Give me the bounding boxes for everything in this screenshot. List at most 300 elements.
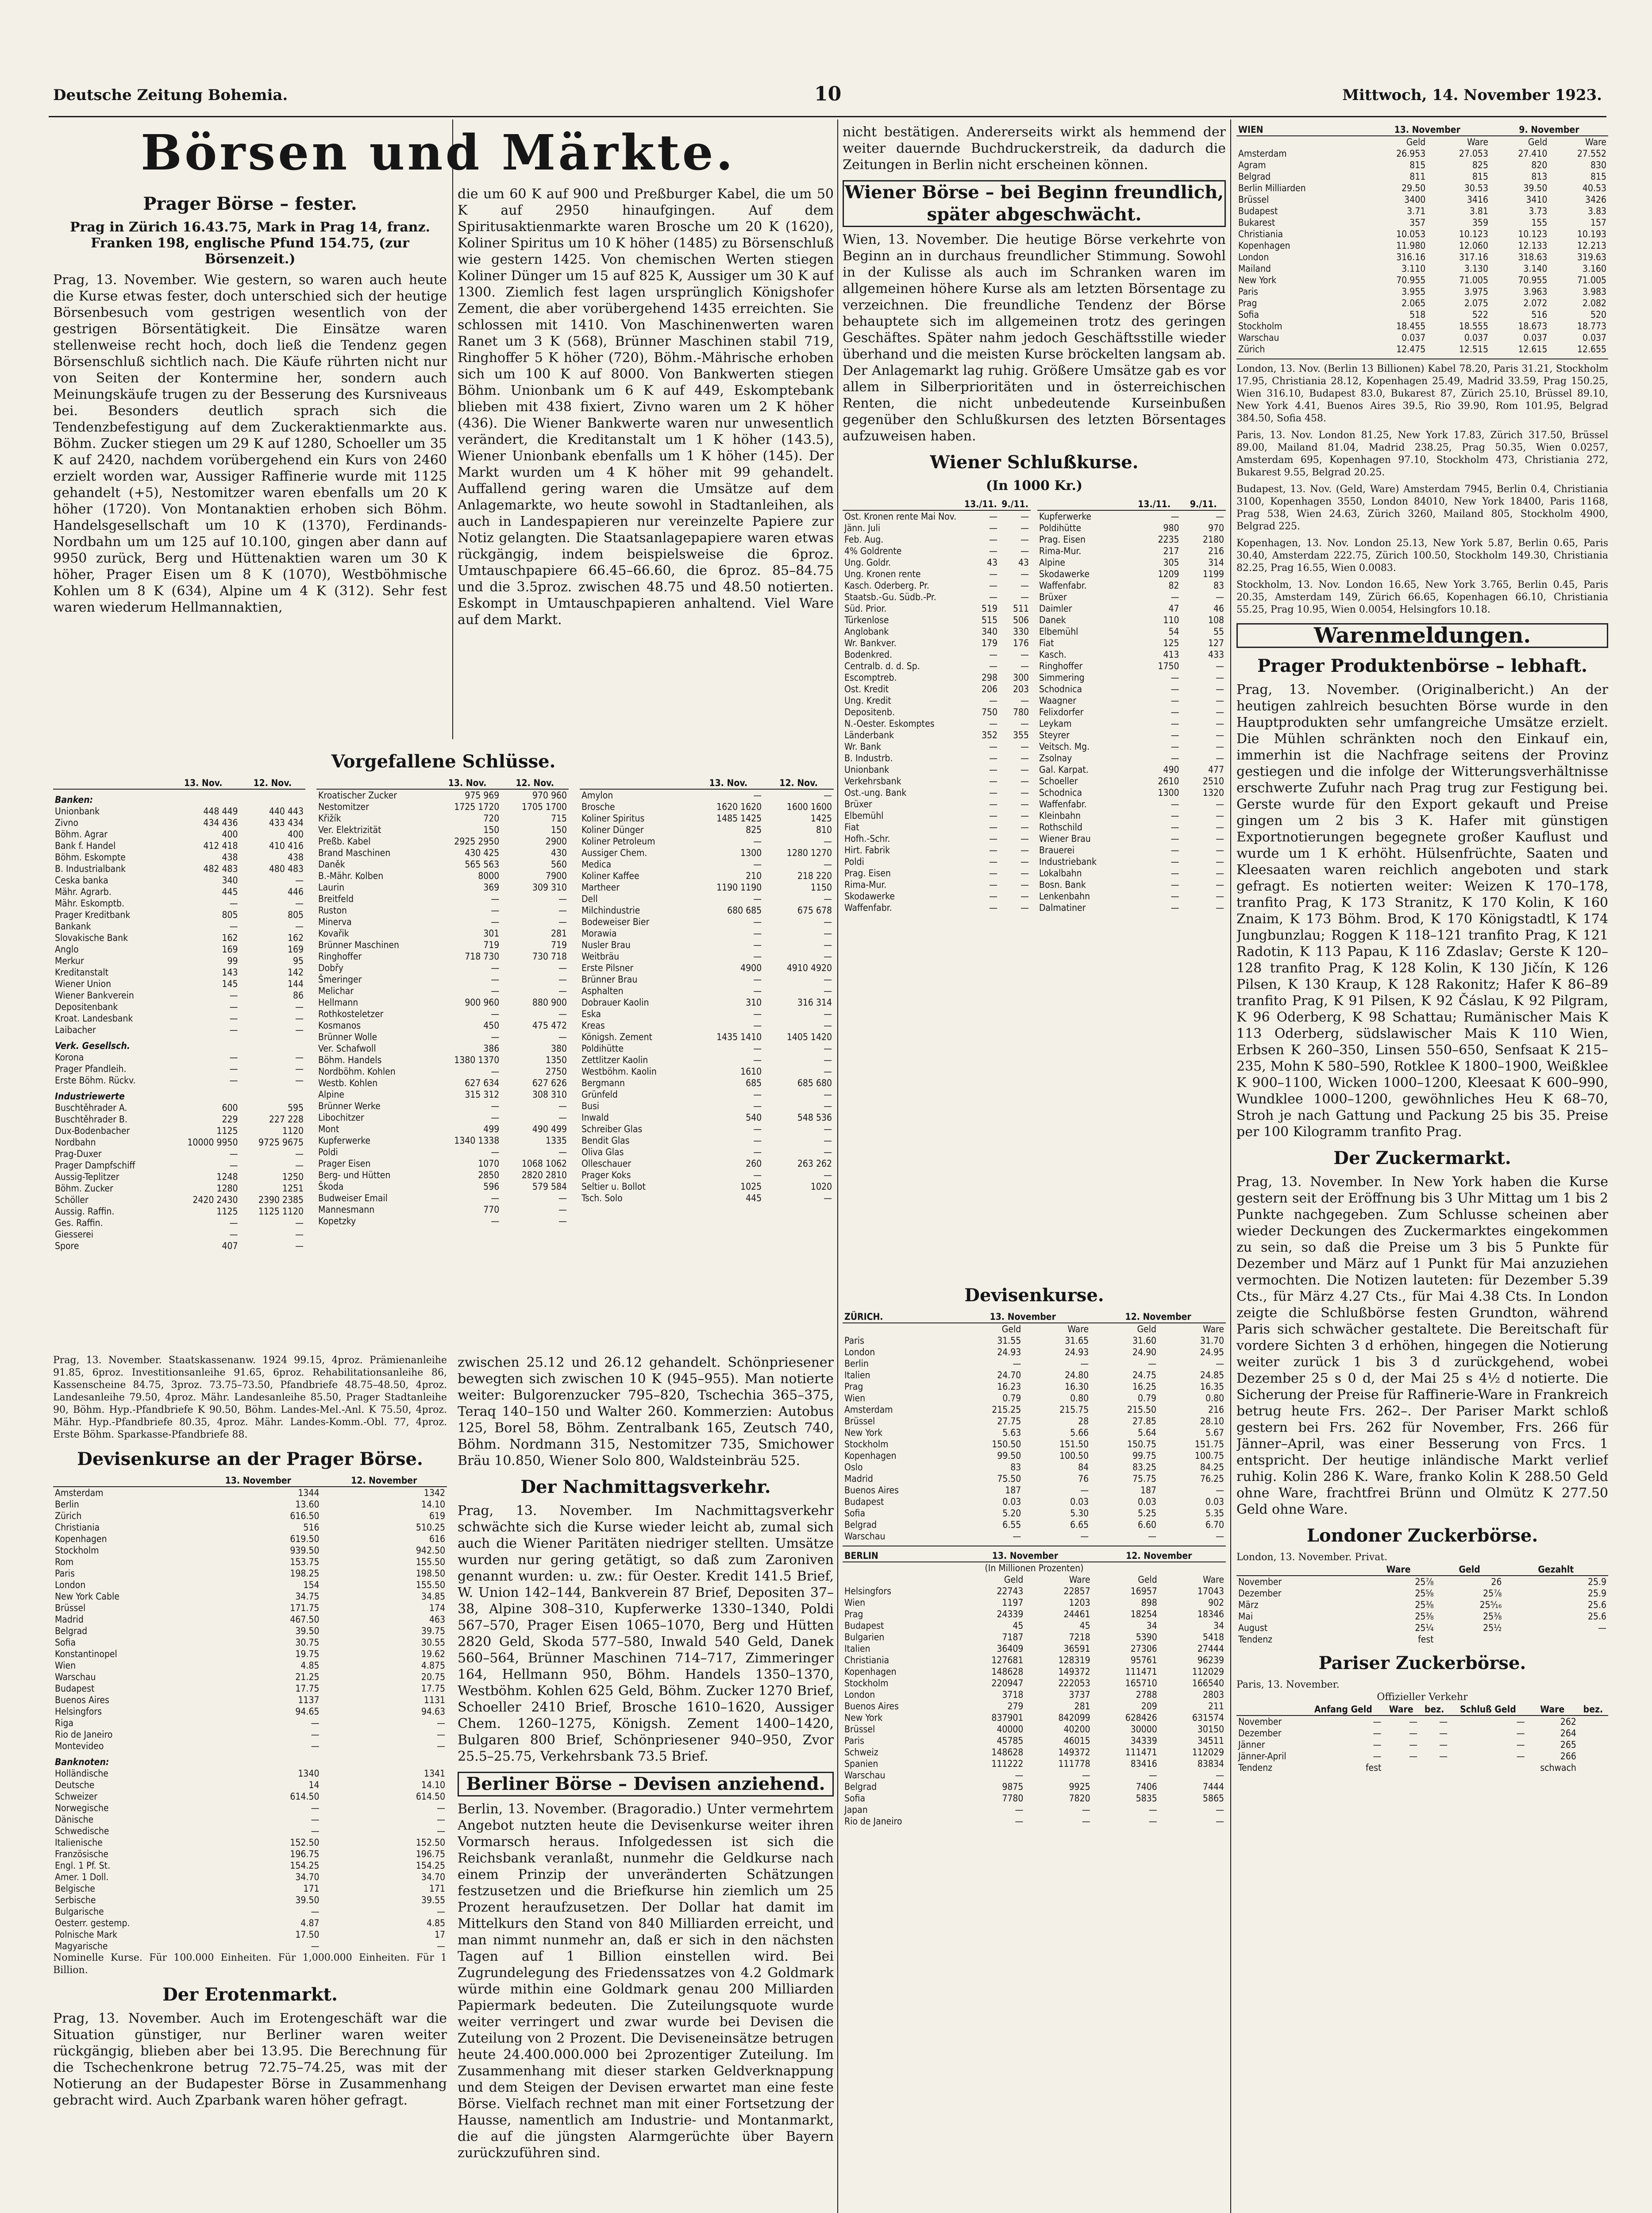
schlusskurs-row (843, 683, 1031, 695)
row-label: Elbemühl (1039, 626, 1078, 637)
schlusskurs-row (843, 729, 1031, 741)
row-label: Brünner Brau (581, 974, 638, 985)
row-value: — (229, 1229, 238, 1240)
row-value: — (1020, 569, 1029, 579)
schlusskurs-row (1037, 603, 1226, 614)
col2-text: die um 60 K auf 900 und Preßburger Kabel, die um 50 K auf 2950 hinaufgingen. Auf dem Spiritusaktienmarkte waren Brosche um 20 K (1620), Koliner Spiritus um 10 K höher (1485) zu Börsenschluß wie gestern 1425. Von chemischen Werten stiegen Koliner Dünger um 15 auf 825 K, Aussiger um 30 K auf 1300. Ziemlich fest lagen ursprünglich Königshofer Zement, die aber vorübergehend 1435 erreichten. Sie schlossen mit 1410. Von Maschinenwerten waren Ranet um 3 K (568), Brünner Maschinen stabil 719, Ringhoffer 5 K höher (720), Böhm.-Mährische erhoben sich um 100 K auf 8000. Von Bankwerten stiegen Böhm. Unionbank um 6 K auf 449, Eskomptebank blieben mit 438 fixiert, Zivno waren um 2 K höher (436). Die Wiener Bankwerte waren nur unwesentlich verändert, die Kreditanstalt um 1 K höher (143.5), Wiener Unionbank ebenfalls um 1 K höher (145). Der Markt wurden um 4 K höher mit 99 gehandelt. Auffallend gering waren die Umsätze auf dem Anlagemarkte, wo heute sowohl in Stadtanleihen, als auch in Landespapieren nur vereinzelte Papiere zur Notiz gelangten. Die Staatsanlagepapiere waren etwas rückgängig, indem beispielsweise die 6proz. Umtauschpapiere 66.45–66.60, die 6proz. 85–84.75 und die 3.5proz. zwischen 48.75 und 48.50 notierten. Eskompt in Umtauschpapieren anhaltend. Viel Ware auf dem Markt. (458, 186, 834, 628)
schlusskurs-row (843, 591, 1031, 603)
row-value: 100.50 (1059, 1450, 1089, 1461)
industrie-row (316, 1204, 569, 1215)
row-label: Prag-Duxer (55, 1149, 102, 1159)
row-value: 34 (1213, 1620, 1224, 1631)
row-label: Mont (318, 1124, 339, 1134)
row-value: — (1516, 1739, 1525, 1750)
row-label: Kupferwerke (1039, 511, 1092, 522)
row-label: Sofia (55, 1637, 76, 1648)
row-value: 111778 (1058, 1758, 1090, 1769)
row-value: 1068 1062 (521, 1158, 567, 1169)
row-value: — (491, 1193, 500, 1203)
row-value: — (1082, 1804, 1090, 1815)
row-label: Zivno (55, 817, 78, 828)
row-value: 111222 (991, 1758, 1024, 1769)
row-value: — (229, 990, 238, 1001)
row-label: Unionbank (55, 806, 100, 817)
paris-row (1236, 1716, 1608, 1727)
schlusskurs-row (1037, 764, 1226, 775)
row-value: — (1082, 1770, 1090, 1781)
row-label: Ceska banka (55, 875, 108, 886)
row-label: Schwedische (55, 1826, 109, 1836)
row-value: — (989, 810, 998, 821)
row-label: Brüxer (1039, 592, 1067, 602)
row-label: Koliner Dünger (581, 825, 644, 835)
row-label: Amsterdam (844, 1404, 893, 1415)
row-value: 215.50 (1127, 1404, 1157, 1415)
berlin-row (843, 1643, 1226, 1654)
industrie-row (316, 951, 569, 962)
industrie-row (53, 1160, 305, 1171)
main-title: Börsen und Märkte. (141, 124, 736, 181)
row-value: — (1373, 1716, 1382, 1727)
row-value: — (989, 799, 998, 810)
row-label: Kovařik (318, 928, 349, 939)
row-value: 298 (982, 672, 998, 683)
row-value: — (1216, 511, 1224, 522)
row-value: 7406 (1136, 1781, 1157, 1792)
row-value: 17043 (1197, 1586, 1224, 1596)
row-label: Belgische (55, 1883, 95, 1894)
row-label: Schodnica (1039, 684, 1082, 694)
column-rule-3 (1230, 120, 1231, 2213)
row-label: Poldi (318, 1147, 338, 1157)
schlusskurs-row (843, 568, 1031, 580)
row-label: Amylon (581, 790, 613, 801)
schlusskurs-row (1037, 591, 1226, 603)
row-value: — (558, 1147, 567, 1157)
row-value: 17.75 (421, 1683, 445, 1694)
row-value: — (824, 1020, 832, 1031)
row-label: Aussiger Chem. (581, 848, 647, 858)
row-value: 27.75 (997, 1416, 1021, 1426)
zurich-row (843, 1346, 1226, 1358)
row-label: Warschau (844, 1770, 886, 1781)
row-value: 4.875 (421, 1660, 445, 1671)
row-label: Paris (844, 1335, 864, 1346)
row-value: — (1439, 1739, 1448, 1750)
row-value: — (989, 753, 998, 763)
row-value: — (989, 833, 998, 844)
row-value: 17.75 (295, 1683, 320, 1694)
row-value: 2180 (1202, 534, 1224, 545)
stockholm-notes: Stockholm, 13. Nov. London 16.65, New York 3.765, Berlin 0.45, Paris 20.35, Amsterdam 149, Zürich 66.65, Kopenhagen 66.10, Christiania 55.25, Prag 10.95, Wien 0.0054, Helsingfors 10.18. (1236, 579, 1608, 615)
row-value: 1197 (1002, 1597, 1024, 1608)
row-value: 1620 1620 (716, 802, 762, 812)
chemie-row (580, 939, 834, 951)
row-label: Depositenbank (55, 1002, 118, 1012)
row-label: Berlin (55, 1499, 79, 1510)
row-value: 28.10 (1200, 1416, 1224, 1426)
nachmittag-text: Prag, 13. November. Im Nachmittagsverkehr schwächte sich die Kurse wieder leicht ab, zumal sich auch die Wiener Paritäten niedriger stellten. Umsätze wurden nur gering getätigt, so daß zum Zaroniven genannt wurden: u. zw.: für Oester. Kredit 141.5 Brief, W. Union 142–144, Bankverein 87 Brief, Depositen 37–38, Alpine 308–310, Kupferwerke 1330–1340, Poldi 567–570, Prager Eisen 1065–1070, Berg und Hütten 2820 Geld, Skoda 577–580, Inwald 540 Geld, Danek 560–564, Brünner Maschinen 714–717, Zimmeringer 164, Hellmann 950, Böhm. Handels 1350–1370, Westböhm. Kohlen 625 Geld, Böhm. Zucker 1270 Brief, Schoeller 2410 Brief, Brosche 1610–1620, Aussiger Chem. 1260–1275, Königsh. Zement 1400–1420, Bulgaren 800 Brief, Schönpriesener 940–950, Zvor 25.5–25.75, Verkehrsbank 73.5 Brief. (458, 1503, 834, 1764)
row-label: Ung. Kredit (844, 695, 891, 706)
devisen-row (53, 1637, 447, 1648)
row-value: 198.25 (290, 1568, 320, 1579)
row-value: 154.25 (290, 1860, 320, 1871)
row-value: — (1020, 592, 1029, 602)
schlusskurs-row (843, 741, 1031, 752)
row-value: 47 (1168, 603, 1179, 614)
industrie-row (316, 1089, 569, 1100)
row-value: 4.85 (426, 1918, 445, 1928)
industrie-row (53, 1240, 305, 1252)
devisen-row (53, 1568, 447, 1579)
row-label: Französische (55, 1849, 109, 1859)
row-value: — (1020, 580, 1029, 591)
row-value: 152.50 (290, 1837, 320, 1848)
col2-lower-text: zwischen 25.12 und 26.12 gehandelt. Schönpriesener bewegten sich zwischen 10 K (945–955). Man notierte weiter: Bulgorenzucker 795–820, Tschechia 365–375, Teraq 140–150 und Walter 260. Kommerzien: Autobus 125, Borel 58, Böhm. Zentralbank 165, Zeutsch 740, Böhm. Nordmann 315, Nestomitzer 735, Smichower Bräu 10.850, Wiener Solo 800, Waldsteinbräu 525. (458, 1355, 834, 1469)
row-value: 209 (1141, 1701, 1157, 1712)
column-2-lower (458, 1354, 834, 2213)
row-value: 355 (1013, 730, 1029, 740)
row-value: 2235 (1158, 534, 1179, 545)
row-label: Alpine (318, 1089, 345, 1100)
bank-row (53, 829, 305, 840)
row-value: 111471 (1125, 1747, 1157, 1758)
row-value: — (229, 1075, 238, 1086)
industrie-row (316, 882, 569, 893)
row-label: Süd. Prior. (844, 603, 887, 614)
wien-row (1236, 332, 1608, 343)
row-value: — (989, 845, 998, 856)
chemie-row (580, 824, 834, 836)
berlin-row (843, 1735, 1226, 1746)
zurich-row (843, 1415, 1226, 1427)
row-value: 3.110 (1402, 263, 1426, 274)
row-value: — (989, 580, 998, 591)
row-value: — (1216, 879, 1224, 890)
produktenboerse-heading: Prager Produktenbörse – lebhaft. (1257, 655, 1587, 676)
london-row (1236, 1622, 1608, 1634)
berlin-row (843, 1770, 1226, 1781)
schlusskurs-row (843, 672, 1031, 683)
row-value: 0.03 (1138, 1496, 1157, 1507)
row-value: 176 (1013, 638, 1029, 648)
row-value: 36591 (1063, 1643, 1090, 1654)
row-value: — (824, 974, 832, 985)
chemie-row (580, 859, 834, 870)
bank-row (53, 967, 305, 978)
row-value: 99 (227, 956, 238, 966)
row-value: — (558, 1101, 567, 1111)
row-value: 24.80 (1065, 1370, 1089, 1380)
row-value: — (824, 1124, 832, 1134)
row-value: — (1171, 592, 1179, 602)
chemie-row (580, 847, 834, 859)
row-label: August (1238, 1623, 1268, 1633)
row-value: — (753, 1170, 762, 1180)
row-value: 1340 (298, 1768, 320, 1779)
row-label: Brand Maschinen (318, 848, 391, 858)
bank-row (53, 1013, 305, 1024)
row-value: 6.60 (1138, 1519, 1157, 1530)
row-value: — (1216, 1816, 1224, 1827)
row-value: 215.25 (992, 1404, 1021, 1415)
industrie-row (316, 859, 569, 870)
row-label: Nordbahn (55, 1137, 96, 1148)
row-value: 499 (483, 1124, 500, 1134)
row-value: — (989, 592, 998, 602)
row-value: 685 680 (797, 1078, 832, 1088)
produktenboerse-text: Prag, 13. November. (Originalbericht.) An der heutigen zahlreich besuchten Börse wurde in den Hauptprodukten sehr umfangreiche Umsätze erzielt. Die Mühlen schränkten noch den Einkauf ein, immerhin ist die Nachfrage seitens der Provinz gestiegen und die infolge der Witterungsverhältnisse erschwerte Zufuhr nach Prag trug zur Festigung bei. Gerste wurde für den Export gekauft und Preise gingen um 2 bis 3 K. Hafer mit günstigen Exportnotierungen begegnete großer Kauflust und wurde um 1 K erhöht. Hülsenfrüchte, Saaten und Kleesaaten waren reichlich angeboten und stark gefragt. Es notierten weiter: Weizen K 170–178, tranfito Prag, K 173 Stranitz, K 170 Kolin, K 160 Znaim, K 173 Böhm. Brod, K 170 Königstadtl, K 174 Jungbunzlau; Roggen K 118–121 tranfito Prag, K 121 Radotin, K 113 Papau, K 116 Zdaslav; Gerste K 120–128 tranfito Prag, K 128 Kolin, K 130 Jičín, K 126 Pilsen, K 130 Kraup, K 128 Rakonitz; Hafer K 86–89 tranfito Prag, K 91 Pilsen, K 92 Čáslau, K 92 Pilgram, K 96 Oderberg, K 98 Schattau; Rumänischer Mais K 113 Oderberg, südslawischer Mais K 110 Wien, Erbsen K 260–350, Linsen 550–650, Senfsaat K 215–235, Mohn K 580–590, Rotklee K 1800–1900, Weißklee K 900–1100, Wicken 1000–1200, Kleesaat K 600–990, Wundklee 1000–1200, gewöhnliches Heu K 68–70, Stroh je nach Gattung und Packung 25 bis 35. Preise per 100 Kilogramm tranfito Prag. (1236, 682, 1608, 1140)
row-value: 0.03 (1205, 1496, 1224, 1507)
row-value: 434 436 (203, 817, 238, 828)
row-value: 3718 (1002, 1689, 1024, 1700)
zurich-row (843, 1496, 1226, 1507)
industrie-row (316, 985, 569, 997)
row-value: 217 (1163, 546, 1179, 556)
schlusskurs-row (1037, 695, 1226, 706)
row-label: Paris (844, 1735, 864, 1746)
row-label: Budapest (1238, 206, 1278, 216)
row-label: Amer. 1 Doll. (55, 1872, 109, 1882)
row-value: 1251 (282, 1183, 304, 1194)
row-value: 9875 (1002, 1781, 1024, 1792)
row-value: — (989, 649, 998, 660)
row-value: — (1216, 718, 1224, 729)
row-value: — (437, 1826, 445, 1836)
bank-row (53, 817, 305, 829)
schlusskurs-row (1037, 856, 1226, 867)
row-value: 220947 (991, 1678, 1024, 1689)
banken-table: 13. Nov. 12. Nov. Banken: Unionbank 448 449 440 443 Zivno 434 436 433 434 Böhm. Agrar 400 400 Bank f. Handel 412 418 410 416 Böhm. Eskompte 438 438 B. Industrialbank 482 483 480 483 Ceska banka 340 — Mähr. Agrarb. 445 446 Mähr. Eskomptb. — — Prager Kreditbank 805 805 Bankank — — Slovakische Bank 162 162 Anglo 169 169 Merkur 99 95 Kreditanstalt 143 142 Wiener Union 145 144 Wiener Bankverein — 86 Depositenbank — — Kroat. Landesbank — — Laibacher — — Verk. Gesellsch. Korona — — Prager Pfandleih. — — Erste Böhm. Rückv. — — Industriewerte Buschtěhrader A. 600 595 Buschtěhrader B. 229 227 228 Dux-Bodenbacher 1125 1120 Nordbahn 10000 9950 9725 9675 Prag-Duxer — — Prager Dampfschiff — — Aussig-Teplitzer 1248 1250 Böhm. Zucker 1280 1251 Schöller 2420 2430 2390 2385 Aussig. Raffin. 1125 1125 1120 Ges. Raffin. — — Giesserei — — Spore 407 — (53, 777, 305, 1252)
row-value: — (989, 741, 998, 752)
schlusskurs-row (1037, 568, 1226, 580)
row-value: 18.455 (1396, 321, 1426, 332)
row-label: Industriebank (1039, 856, 1097, 867)
row-value: 4.87 (300, 1918, 320, 1928)
row-value: 25.9 (1587, 1588, 1606, 1599)
row-value: 1280 (216, 1183, 238, 1194)
row-label: November (1238, 1577, 1282, 1587)
row-value: — (311, 1941, 320, 1951)
devisen-row (53, 1602, 447, 1614)
row-value: 9725 9675 (258, 1137, 304, 1148)
row-value: — (295, 1075, 304, 1086)
row-value: — (1373, 1728, 1382, 1739)
row-label: Zürich (1238, 344, 1265, 355)
devisen-row (53, 1706, 447, 1717)
row-value: 2.082 (1582, 298, 1606, 308)
row-value: fest (1365, 1762, 1382, 1773)
row-value: 34.70 (421, 1872, 445, 1882)
row-value: 2750 (545, 1066, 567, 1077)
row-value: 730 718 (532, 951, 567, 962)
row-label: Wr. Bankver. (844, 638, 897, 648)
devisen-row (53, 1579, 447, 1591)
row-label: Bosn. Bank (1039, 879, 1086, 890)
row-value: 3.983 (1582, 286, 1606, 297)
row-value: 70.955 (1396, 275, 1426, 285)
row-value: — (753, 928, 762, 939)
row-value: — (753, 917, 762, 927)
row-label: Wiener Union (55, 979, 112, 989)
row-value: 1341 (424, 1768, 445, 1779)
row-value: — (1409, 1716, 1418, 1727)
row-value: 40000 (997, 1724, 1024, 1735)
row-label: Mannesmann (318, 1204, 375, 1215)
row-value: 596 (483, 1181, 500, 1192)
row-value: 433 (1208, 649, 1224, 660)
banknoten-row (53, 1779, 447, 1791)
row-value: 25⅜ (1415, 1611, 1434, 1622)
row-value: — (437, 1729, 445, 1740)
row-value: 614.50 (416, 1791, 445, 1802)
row-value: — (295, 921, 304, 932)
row-label: Bulgarische (55, 1906, 104, 1917)
row-value: 31.65 (1065, 1335, 1089, 1346)
banknoten-row (53, 1814, 447, 1825)
row-value: 2.075 (1464, 298, 1488, 308)
row-value: — (824, 1170, 832, 1180)
row-value: 980 (1163, 523, 1179, 533)
row-label: Danek (1039, 615, 1066, 625)
row-value: — (1598, 1623, 1606, 1633)
schlusskurs-row (1037, 867, 1226, 879)
row-value: 46 (1213, 603, 1224, 614)
row-value: — (1171, 799, 1179, 810)
row-value: 413 (1163, 649, 1179, 660)
row-value: — (1013, 1531, 1021, 1542)
row-value: 317.16 (1459, 252, 1488, 262)
industrie-row (53, 1137, 305, 1148)
row-label: Koliner Kaffee (581, 871, 639, 881)
row-value: 0.80 (1070, 1393, 1089, 1403)
row-value: — (1171, 879, 1179, 890)
row-label: Medica (581, 859, 612, 870)
chemie-row (580, 905, 834, 916)
schlusskurs-row (843, 891, 1031, 902)
wien-table: WIEN 13. November 9. November Geld Ware Geld Ware Amsterdam 26.953 27.053 27.410 27.552 Agram 815 825 820 830 Belgrad 811 815 813 815 Berlin Milliarden 29.50 30.53 39.50 40.53 Brüssel 3400 3416 3410 3426 Budapest 3.71 3.81 3.73 3.83 Bukarest 357 359 155 157 Christiania 10.053 10.123 10.123 10.193 Kopenhagen 11.980 12.060 12.133 12.213 London 316.16 317.16 318.63 319.63 Mailand 3.110 3.130 3.140 3.160 New York 70.955 71.005 70.955 71.005 Paris 3.955 3.975 3.963 3.983 Prag 2.065 2.075 2.072 2.082 Sofia 518 522 516 520 Stockholm 18.455 18.555 18.673 18.773 Warschau 0.037 0.037 0.037 0.037 Zürich 12.475 12.515 12.615 12.655 (1236, 124, 1608, 355)
row-value: 12.060 (1459, 240, 1488, 251)
row-value: 34 (1146, 1620, 1157, 1631)
row-value: 39.50 (1523, 183, 1548, 193)
row-label: Aussig. Raffin. (55, 1206, 115, 1217)
row-value: 815 (1409, 160, 1426, 170)
row-value: 20.75 (421, 1672, 445, 1682)
row-label: Prag. Eisen (844, 868, 891, 879)
row-value: 31.70 (1200, 1335, 1224, 1346)
row-label: Warschau (55, 1672, 96, 1682)
row-value: 95 (293, 956, 304, 966)
row-label: Kroat. Landesbank (55, 1013, 133, 1024)
row-label: Bankank (55, 921, 91, 932)
schlusskurs-row (843, 603, 1031, 614)
row-value: 2.065 (1402, 298, 1426, 308)
row-value: — (824, 1066, 832, 1077)
row-label: Buenos Aires (55, 1695, 109, 1705)
industrie-row (316, 847, 569, 859)
row-label: Belgrad (844, 1519, 877, 1530)
industrie-row (53, 1229, 305, 1240)
row-value: 11.980 (1396, 240, 1426, 251)
row-value: 805 (222, 910, 238, 920)
row-value: — (989, 661, 998, 671)
row-label: Böhm. Handels (318, 1055, 382, 1065)
berlin-row (843, 1816, 1226, 1827)
row-value: 5.63 (1002, 1427, 1021, 1438)
row-label: Schöller (55, 1195, 89, 1205)
row-value: 1280 1270 (786, 848, 832, 858)
devisen-row (53, 1625, 447, 1637)
row-value: — (1216, 672, 1224, 683)
banknoten-row (53, 1894, 447, 1906)
row-value: 3.975 (1464, 286, 1488, 297)
wien-row (1236, 274, 1608, 286)
row-value: 3.81 (1469, 206, 1488, 216)
row-value: 169 (222, 944, 238, 955)
row-value: 6.70 (1205, 1519, 1224, 1530)
berlin-row (843, 1597, 1226, 1608)
row-value: — (1409, 1751, 1418, 1762)
row-label: Korona (55, 1052, 84, 1063)
row-label: Erste Böhm. Rückv. (55, 1075, 136, 1086)
schlusskurs-row (843, 695, 1031, 706)
industrie-row (316, 962, 569, 974)
row-label: Schodnica (1039, 787, 1082, 798)
schlusskurs-row (1037, 637, 1226, 649)
row-value: 12.655 (1577, 344, 1606, 355)
row-value: — (558, 986, 567, 996)
row-value: 169 (287, 944, 304, 955)
row-value: — (1020, 902, 1029, 913)
row-value: — (311, 1729, 320, 1740)
verk-row (53, 1063, 305, 1075)
row-label: Kasch. (1039, 649, 1067, 660)
berlin-row (843, 1746, 1226, 1758)
schlusskurs-row (843, 764, 1031, 775)
row-value: — (311, 1718, 320, 1728)
row-value: 440 443 (269, 806, 304, 817)
row-value: — (491, 1032, 500, 1042)
row-label: Wien (844, 1597, 866, 1608)
row-label: Poldi (844, 856, 864, 867)
row-value: 1340 1338 (454, 1135, 500, 1146)
row-value: 25⅞ (1483, 1588, 1502, 1599)
row-value: — (753, 1055, 762, 1065)
row-label: Libochitzer (318, 1112, 364, 1123)
row-value: 25¼ (1415, 1623, 1434, 1633)
row-value: 29.50 (1402, 183, 1426, 193)
row-value: — (437, 1718, 445, 1728)
row-value: 310 (746, 997, 762, 1008)
row-value: — (1020, 833, 1029, 844)
row-label: Schoeller (1039, 776, 1078, 787)
row-value: 433 434 (269, 817, 304, 828)
zurich-row (843, 1427, 1226, 1438)
row-value: — (295, 1013, 304, 1024)
row-value: 281 (1074, 1701, 1090, 1712)
berlin-row (843, 1781, 1226, 1793)
row-value: 467.50 (290, 1614, 320, 1625)
row-value: 1199 (1202, 569, 1224, 579)
wiener-heading: Wiener Börse – bei Beginn freundlich, später abgeschwächt. (843, 180, 1226, 227)
row-value: — (753, 1135, 762, 1146)
row-value: 76.25 (1200, 1473, 1224, 1484)
row-value: 939.50 (290, 1545, 320, 1556)
row-label: Grünfeld (581, 1089, 618, 1100)
row-value: 3737 (1069, 1689, 1090, 1700)
row-value: — (558, 1204, 567, 1215)
row-label: Budapest (844, 1496, 884, 1507)
